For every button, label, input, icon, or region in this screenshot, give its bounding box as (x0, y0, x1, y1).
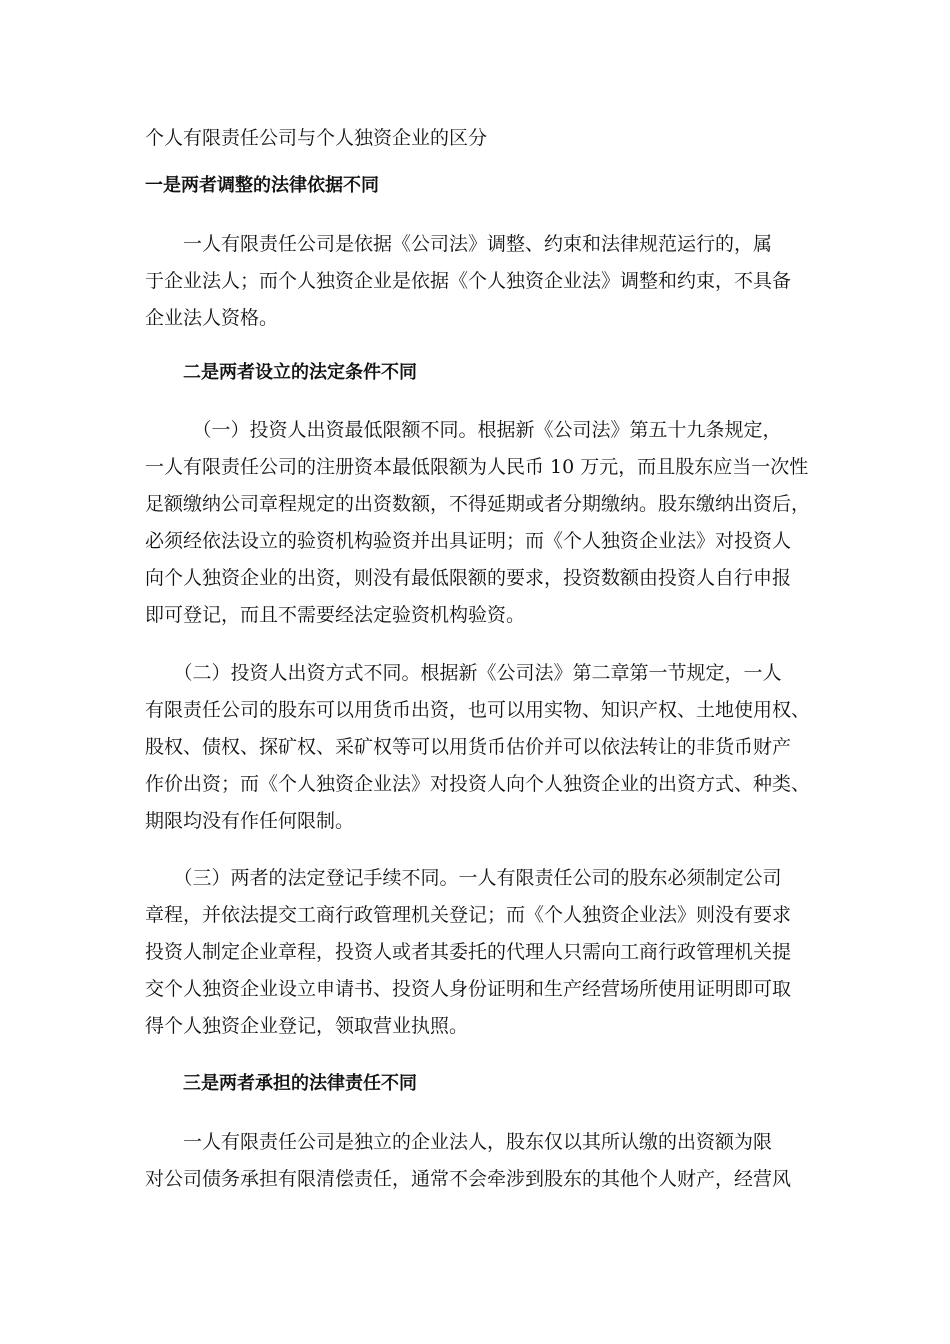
paragraph-line: 交个人独资企业设立申请书、投资人身份证明和生产经营场所使用证明即可取 (145, 978, 792, 1000)
paragraph-line: 一人有限责任公司的注册资本最低限额为人民币 10 万元，而且股东应当一次性 (145, 456, 809, 478)
paragraph-line: 投资人制定企业章程，投资人或者其委托的代理人只需向工商行政管理机关提 (145, 941, 792, 963)
document-title: 个人有限责任公司与个人独资企业的区分 (145, 127, 488, 149)
paragraph-line: 即可登记，而且不需要经法定验资机构验资。 (145, 604, 526, 626)
paragraph-line: 期限均没有作任何限制。 (145, 810, 355, 832)
paragraph-liability (145, 1124, 815, 1198)
paragraph-line: 向个人独资企业的出资，则没有最低限额的要求，投资数额由投资人自行申报 (145, 567, 792, 589)
paragraph-contribution-method (145, 655, 815, 840)
section-heading-3: 三是两者承担的法律责任不同 (183, 1073, 417, 1094)
paragraph-line: 一人有限责任公司是依据《公司法》调整、约束和法律规范运行的，属 (145, 233, 773, 255)
section-heading-2: 二是两者设立的法定条件不同 (183, 362, 417, 383)
paragraph-line: 得个人独资企业登记，领取营业执照。 (145, 1015, 469, 1037)
paragraph-line: 必须经依法设立的验资机构验资并出具证明；而《个人独资企业法》对投资人 (145, 530, 792, 552)
paragraph-line: 章程，并依法提交工商行政管理机关登记；而《个人独资企业法》则没有要求 (145, 904, 792, 926)
paragraph-minimum-capital (145, 412, 815, 634)
paragraph-line: 一人有限责任公司是独立的企业法人，股东仅以其所认缴的出资额为限 (145, 1131, 773, 1153)
paragraph-line: （二）投资人出资方式不同。根据新《公司法》第二章第一节规定，一人 (145, 662, 782, 684)
paragraph-line: 对公司债务承担有限清偿责任，通常不会牵涉到股东的其他个人财产，经营风 (145, 1168, 792, 1190)
section-heading-1: 一是两者调整的法律依据不同 (145, 175, 379, 196)
paragraph-line: （三）两者的法定登记手续不同。一人有限责任公司的股东必须制定公司 (145, 867, 782, 889)
paragraph-legal-basis (145, 226, 815, 337)
paragraph-line: 股权、债权、探矿权、采矿权等可以用货币估价并可以依法转让的非货币财产 (145, 736, 792, 758)
paragraph-line: 企业法人资格。 (145, 307, 279, 329)
paragraph-line: 于企业法人；而个人独资企业是依据《个人独资企业法》调整和约束，不具备 (145, 270, 792, 292)
paragraph-line: （一）投资人出资最低限额不同。根据新《公司法》第五十九条规定， (145, 419, 782, 441)
paragraph-line: 作价出资；而《个人独资企业法》对投资人向个人独资企业的出资方式、种类、 (145, 773, 811, 795)
paragraph-line: 足额缴纳公司章程规定的出资数额，不得延期或者分期缴纳。股东缴纳出资后， (145, 493, 811, 515)
paragraph-registration (145, 860, 815, 1045)
paragraph-line: 有限责任公司的股东可以用货币出资，也可以用实物、知识产权、土地使用权、 (145, 699, 811, 721)
